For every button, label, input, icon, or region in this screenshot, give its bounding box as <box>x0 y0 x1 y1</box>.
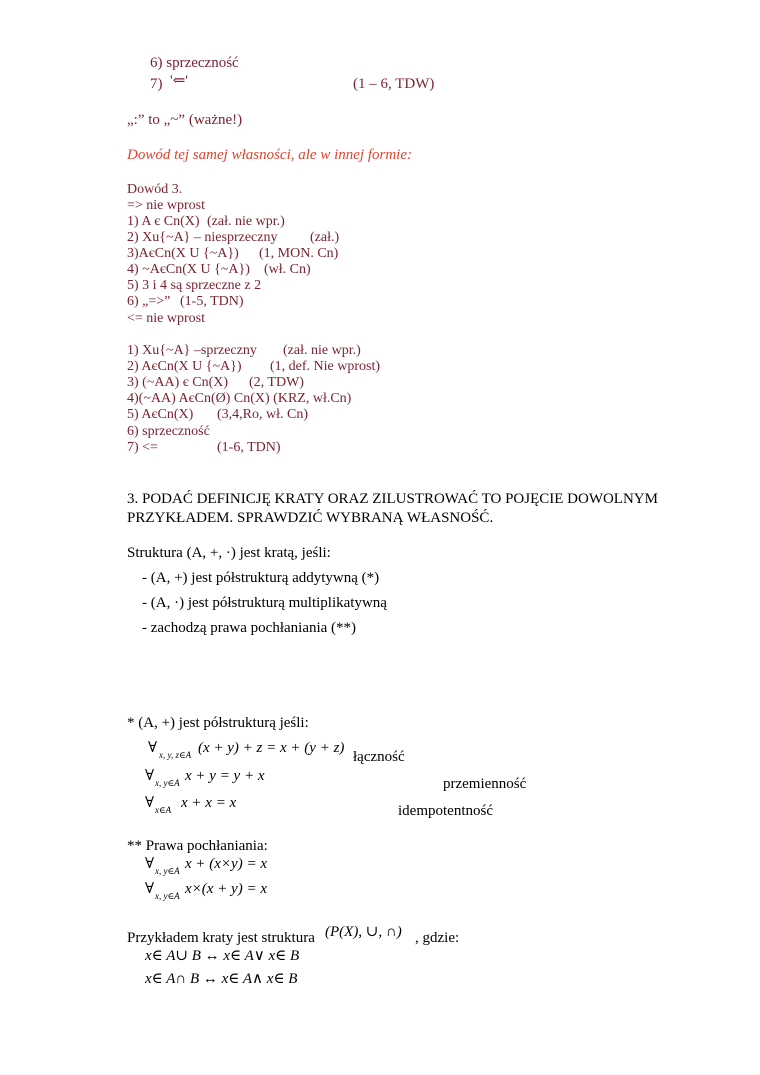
property-label: przemienność <box>443 776 527 792</box>
property-label: łączność <box>353 749 405 765</box>
formula: (x + y) + z = x + (y + z) <box>198 740 345 756</box>
proof-line-note: (1-6, TDN) <box>217 440 281 455</box>
intersection-definition: x∈ A∩ B ↔ x∈ A∧ x∈ B <box>145 971 298 987</box>
list-item-7-ref: (1 – 6, TDW) <box>353 76 435 92</box>
list-item-7: 7) <box>150 76 163 92</box>
proof-line-note: (zał.) <box>310 230 340 245</box>
quantifier-subscript: x, y, z∈A <box>159 750 192 760</box>
proof-line-note: (1-5, TDN) <box>180 294 244 309</box>
proof-part1-header: => nie wprost <box>127 198 206 213</box>
proof-line: 5) 3 i 4 są sprzeczne z 2 <box>127 278 262 293</box>
proof-line: 2) AєCn(X U {~A}) <box>127 359 242 374</box>
example-structure: (P(X), ∪, ∩) <box>325 924 402 940</box>
proof-line: 1) Xu{~A} –sprzeczny <box>127 343 257 358</box>
section-heading: 3. PODAĆ DEFINICJĘ KRATY ORAZ ZILUSTROWAĆ TO POJĘCIE DOWOLNYM <box>127 491 658 507</box>
quantifier-subscript: x, y∈A <box>155 778 180 788</box>
definition-bullet: - (A, ·) jest półstrukturą multiplikatywną <box>142 595 387 611</box>
proof-line: 5) AєCn(X) <box>127 407 194 422</box>
proof-line-note: (zał. nie wpr.) <box>283 343 361 358</box>
list-item-6: 6) sprzeczność <box>150 55 239 71</box>
quantifier-subscript: x∈A <box>155 805 172 815</box>
proof-line-note: (1, MON. Cn) <box>259 246 339 261</box>
proof-line-note: (2, TDW) <box>249 375 304 390</box>
property-label: idempotentność <box>398 803 493 819</box>
formula: x + y = y + x <box>185 768 265 784</box>
proof-line-note: (1, def. Nie wprost) <box>270 359 381 374</box>
forall-quantifier: ∀ <box>148 740 158 756</box>
proof-line: 6) sprzeczność <box>127 424 210 439</box>
proof-heading: Dowód tej samej własności, ale w innej formie: <box>127 147 412 163</box>
forall-quantifier: ∀ <box>145 768 155 784</box>
proof-line: 4) ~AєCn(X U {~A}) <box>127 262 250 277</box>
proof-line: 4)(~AA) AєCn(Ø) Cn(X) (KRZ, wł.Cn) <box>127 391 352 406</box>
semistructure-heading: * (A, +) jest półstrukturą jeśli: <box>127 715 309 731</box>
proof-line: 3) (~AA) є Cn(X) <box>127 375 229 390</box>
proof-part2-header: <= nie wprost <box>127 311 206 326</box>
forall-quantifier: ∀ <box>145 856 155 872</box>
forall-quantifier: ∀ <box>145 881 155 897</box>
quantifier-subscript: x, y∈A <box>155 891 180 901</box>
absorption-heading: ** Prawa pochłaniania: <box>127 838 268 854</box>
section-heading-cont: PRZYKŁADEM. SPRAWDZIĆ WYBRANĄ WŁASNOŚĆ. <box>127 510 494 526</box>
proof-line: 6) „=>” <box>127 294 171 309</box>
quantifier-subscript: x, y∈A <box>155 866 180 876</box>
forall-quantifier: ∀ <box>145 795 155 811</box>
proof-title: Dowód 3. <box>127 182 183 197</box>
proof-line: 7) <= <box>127 440 158 455</box>
formula: x + x = x <box>181 795 237 811</box>
formula: x + (x×y) = x <box>185 856 267 872</box>
proof-line: 3)AєCn(X U {~A}) <box>127 246 239 261</box>
definition-bullet: - zachodzą prawa pochłaniania (**) <box>142 620 357 636</box>
implication-symbol: '⇐' <box>170 73 188 89</box>
proof-line-note: (3,4,Ro, wł. Cn) <box>217 407 308 422</box>
example-suffix: , gdzie: <box>415 930 460 946</box>
definition-bullet: - (A, +) jest półstrukturą addytywną (*) <box>142 570 380 586</box>
note-line: „:” to „~” (ważne!) <box>127 112 243 128</box>
proof-line: 2) Xu{~A} – niesprzeczny <box>127 230 278 245</box>
union-definition: x∈ A∪ B ↔ x∈ A∨ x∈ B <box>145 948 300 964</box>
proof-line-note: (wł. Cn) <box>264 262 311 277</box>
lattice-definition-intro: Struktura (A, +, ·) jest kratą, jeśli: <box>127 545 331 561</box>
proof-line-note: (zał. nie wpr.) <box>207 214 285 229</box>
example-intro: Przykładem kraty jest struktura <box>127 930 315 946</box>
formula: x×(x + y) = x <box>185 881 267 897</box>
proof-line: 1) A є Cn(X) <box>127 214 200 229</box>
